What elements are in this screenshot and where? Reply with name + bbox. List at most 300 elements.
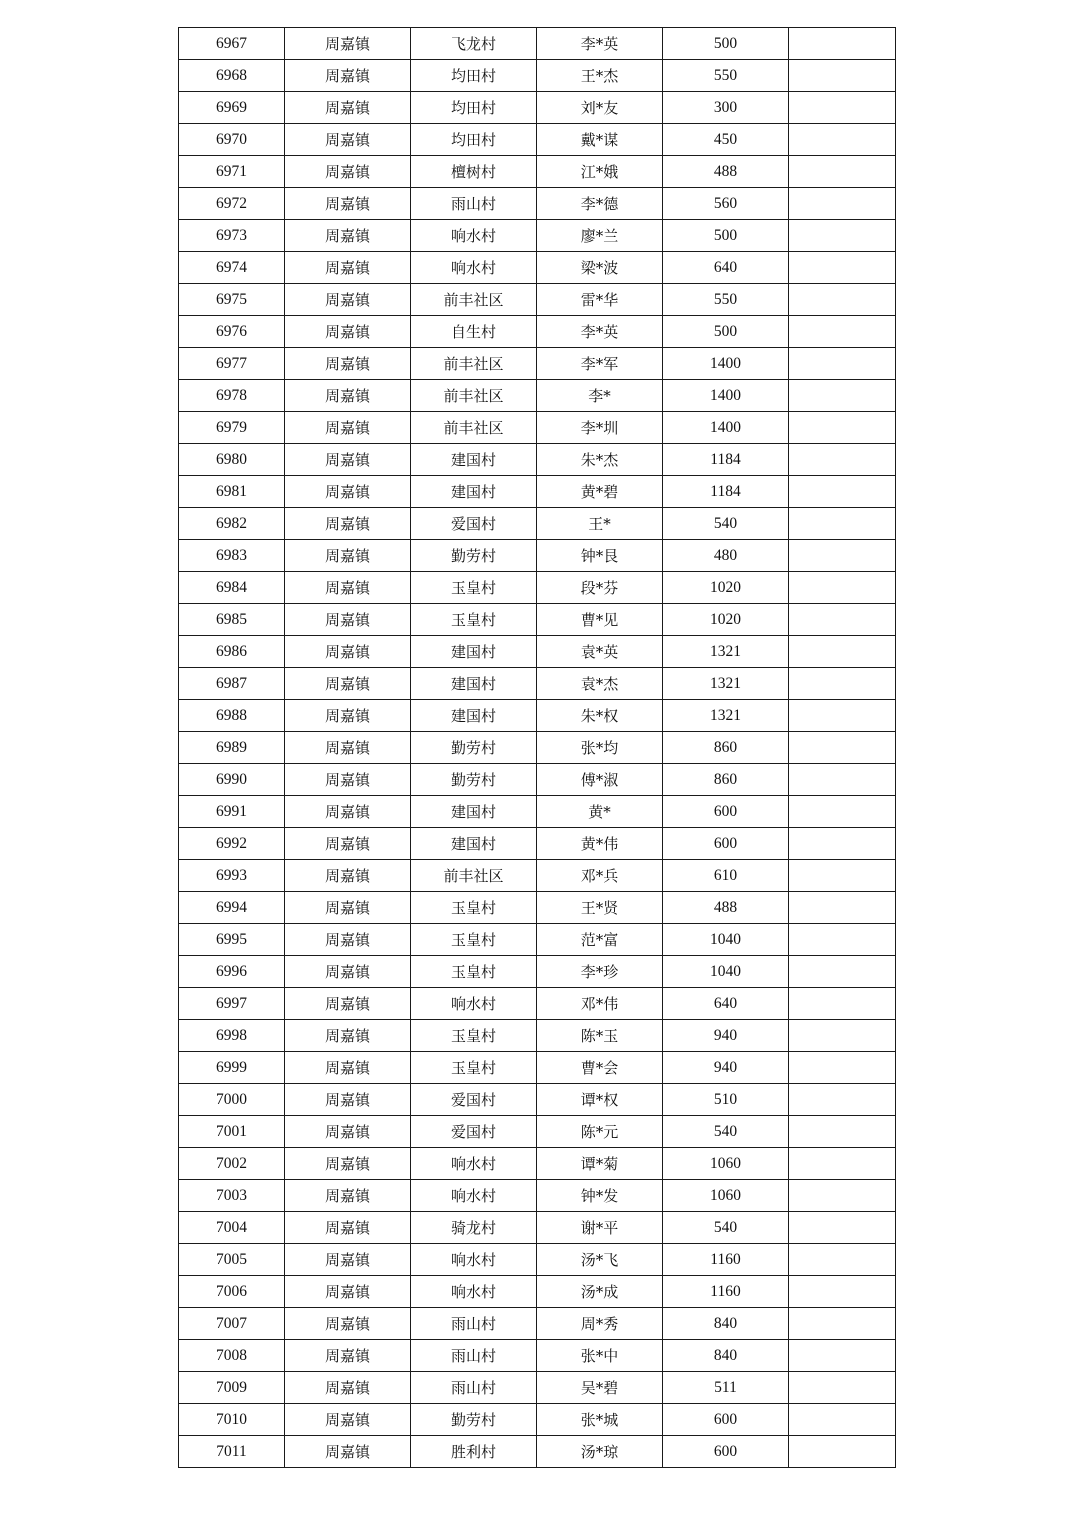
table-row (179, 1180, 896, 1212)
town-cell: 周嘉镇 (285, 508, 411, 540)
remark-cell (789, 956, 896, 988)
remark-cell (789, 1180, 896, 1212)
table-row (179, 892, 896, 924)
name-cell: 张*中 (537, 1340, 663, 1372)
name-cell: 李*英 (537, 28, 663, 60)
town-cell: 周嘉镇 (285, 1244, 411, 1276)
town-cell: 周嘉镇 (285, 28, 411, 60)
remark-cell (789, 668, 896, 700)
table-row (179, 956, 896, 988)
serial-number-cell: 6996 (179, 956, 285, 988)
remark-cell (789, 156, 896, 188)
village-cell: 前丰社区 (411, 412, 537, 444)
village-cell: 爱国村 (411, 508, 537, 540)
village-cell: 前丰社区 (411, 380, 537, 412)
name-cell: 戴*谋 (537, 124, 663, 156)
name-cell: 汤*成 (537, 1276, 663, 1308)
table-row (179, 924, 896, 956)
serial-number-cell: 7011 (179, 1436, 285, 1468)
table-row (179, 732, 896, 764)
remark-cell (789, 284, 896, 316)
amount-cell: 488 (663, 892, 789, 924)
serial-number-cell: 6987 (179, 668, 285, 700)
village-cell: 建国村 (411, 636, 537, 668)
amount-cell: 860 (663, 764, 789, 796)
serial-number-cell: 6977 (179, 348, 285, 380)
amount-cell: 1184 (663, 476, 789, 508)
town-cell: 周嘉镇 (285, 412, 411, 444)
amount-cell: 940 (663, 1020, 789, 1052)
town-cell: 周嘉镇 (285, 444, 411, 476)
town-cell: 周嘉镇 (285, 252, 411, 284)
remark-cell (789, 380, 896, 412)
serial-number-cell: 6974 (179, 252, 285, 284)
table-row (179, 348, 896, 380)
name-cell: 陈*玉 (537, 1020, 663, 1052)
village-cell: 建国村 (411, 796, 537, 828)
serial-number-cell: 6992 (179, 828, 285, 860)
name-cell: 袁*杰 (537, 668, 663, 700)
town-cell: 周嘉镇 (285, 1084, 411, 1116)
data-table (178, 27, 896, 1468)
remark-cell (789, 540, 896, 572)
serial-number-cell: 6975 (179, 284, 285, 316)
remark-cell (789, 60, 896, 92)
remark-cell (789, 476, 896, 508)
amount-cell: 500 (663, 316, 789, 348)
village-cell: 勤劳村 (411, 732, 537, 764)
amount-cell: 560 (663, 188, 789, 220)
name-cell: 李*珍 (537, 956, 663, 988)
village-cell: 雨山村 (411, 1308, 537, 1340)
town-cell: 周嘉镇 (285, 604, 411, 636)
serial-number-cell: 6998 (179, 1020, 285, 1052)
remark-cell (789, 1244, 896, 1276)
amount-cell: 1321 (663, 636, 789, 668)
name-cell: 李* (537, 380, 663, 412)
table-row (179, 380, 896, 412)
table-row (179, 1308, 896, 1340)
table-row (179, 284, 896, 316)
town-cell: 周嘉镇 (285, 348, 411, 380)
serial-number-cell: 6972 (179, 188, 285, 220)
table-row (179, 252, 896, 284)
serial-number-cell: 7009 (179, 1372, 285, 1404)
name-cell: 王*贤 (537, 892, 663, 924)
serial-number-cell: 6985 (179, 604, 285, 636)
village-cell: 雨山村 (411, 188, 537, 220)
name-cell: 黄* (537, 796, 663, 828)
name-cell: 谭*权 (537, 1084, 663, 1116)
amount-cell: 450 (663, 124, 789, 156)
town-cell: 周嘉镇 (285, 1148, 411, 1180)
remark-cell (789, 1276, 896, 1308)
serial-number-cell: 6968 (179, 60, 285, 92)
table-row (179, 1372, 896, 1404)
village-cell: 玉皇村 (411, 1020, 537, 1052)
town-cell: 周嘉镇 (285, 124, 411, 156)
town-cell: 周嘉镇 (285, 1180, 411, 1212)
table-row (179, 28, 896, 60)
table-row (179, 668, 896, 700)
name-cell: 朱*杰 (537, 444, 663, 476)
remark-cell (789, 1148, 896, 1180)
town-cell: 周嘉镇 (285, 1020, 411, 1052)
town-cell: 周嘉镇 (285, 636, 411, 668)
village-cell: 响水村 (411, 1180, 537, 1212)
table-row (179, 540, 896, 572)
serial-number-cell: 7005 (179, 1244, 285, 1276)
amount-cell: 640 (663, 988, 789, 1020)
table-row (179, 1340, 896, 1372)
village-cell: 响水村 (411, 1244, 537, 1276)
serial-number-cell: 7006 (179, 1276, 285, 1308)
serial-number-cell: 7010 (179, 1404, 285, 1436)
town-cell: 周嘉镇 (285, 668, 411, 700)
serial-number-cell: 6994 (179, 892, 285, 924)
village-cell: 骑龙村 (411, 1212, 537, 1244)
name-cell: 王*杰 (537, 60, 663, 92)
table-row (179, 796, 896, 828)
name-cell: 周*秀 (537, 1308, 663, 1340)
name-cell: 傅*淑 (537, 764, 663, 796)
remark-cell (789, 860, 896, 892)
name-cell: 李*军 (537, 348, 663, 380)
amount-cell: 940 (663, 1052, 789, 1084)
name-cell: 汤*琼 (537, 1436, 663, 1468)
serial-number-cell: 6999 (179, 1052, 285, 1084)
serial-number-cell: 6967 (179, 28, 285, 60)
remark-cell (789, 604, 896, 636)
name-cell: 李*圳 (537, 412, 663, 444)
village-cell: 均田村 (411, 92, 537, 124)
town-cell: 周嘉镇 (285, 732, 411, 764)
amount-cell: 488 (663, 156, 789, 188)
town-cell: 周嘉镇 (285, 92, 411, 124)
name-cell: 李*英 (537, 316, 663, 348)
amount-cell: 1400 (663, 380, 789, 412)
name-cell: 梁*波 (537, 252, 663, 284)
town-cell: 周嘉镇 (285, 60, 411, 92)
town-cell: 周嘉镇 (285, 1308, 411, 1340)
village-cell: 建国村 (411, 476, 537, 508)
name-cell: 朱*权 (537, 700, 663, 732)
remark-cell (789, 764, 896, 796)
remark-cell (789, 732, 896, 764)
town-cell: 周嘉镇 (285, 156, 411, 188)
village-cell: 建国村 (411, 668, 537, 700)
amount-cell: 1321 (663, 668, 789, 700)
village-cell: 响水村 (411, 988, 537, 1020)
serial-number-cell: 6988 (179, 700, 285, 732)
name-cell: 江*娥 (537, 156, 663, 188)
town-cell: 周嘉镇 (285, 316, 411, 348)
amount-cell: 510 (663, 1084, 789, 1116)
village-cell: 爱国村 (411, 1116, 537, 1148)
name-cell: 雷*华 (537, 284, 663, 316)
town-cell: 周嘉镇 (285, 540, 411, 572)
table-row (179, 1020, 896, 1052)
village-cell: 玉皇村 (411, 604, 537, 636)
town-cell: 周嘉镇 (285, 1340, 411, 1372)
remark-cell (789, 348, 896, 380)
village-cell: 前丰社区 (411, 284, 537, 316)
village-cell: 雨山村 (411, 1372, 537, 1404)
amount-cell: 1060 (663, 1148, 789, 1180)
name-cell: 曹*见 (537, 604, 663, 636)
remark-cell (789, 316, 896, 348)
serial-number-cell: 6995 (179, 924, 285, 956)
table-row (179, 572, 896, 604)
village-cell: 均田村 (411, 124, 537, 156)
remark-cell (789, 572, 896, 604)
town-cell: 周嘉镇 (285, 1212, 411, 1244)
village-cell: 玉皇村 (411, 956, 537, 988)
serial-number-cell: 6993 (179, 860, 285, 892)
table-row (179, 604, 896, 636)
table-row (179, 444, 896, 476)
table-row (179, 188, 896, 220)
remark-cell (789, 924, 896, 956)
amount-cell: 480 (663, 540, 789, 572)
name-cell: 陈*元 (537, 1116, 663, 1148)
amount-cell: 1321 (663, 700, 789, 732)
town-cell: 周嘉镇 (285, 1404, 411, 1436)
amount-cell: 1400 (663, 412, 789, 444)
name-cell: 邓*伟 (537, 988, 663, 1020)
town-cell: 周嘉镇 (285, 828, 411, 860)
name-cell: 邓*兵 (537, 860, 663, 892)
amount-cell: 1160 (663, 1244, 789, 1276)
table-row (179, 636, 896, 668)
village-cell: 响水村 (411, 1276, 537, 1308)
amount-cell: 1160 (663, 1276, 789, 1308)
village-cell: 响水村 (411, 1148, 537, 1180)
table-row (179, 508, 896, 540)
serial-number-cell: 7002 (179, 1148, 285, 1180)
village-cell: 建国村 (411, 700, 537, 732)
village-cell: 前丰社区 (411, 348, 537, 380)
serial-number-cell: 7000 (179, 1084, 285, 1116)
remark-cell (789, 1340, 896, 1372)
remark-cell (789, 1084, 896, 1116)
town-cell: 周嘉镇 (285, 1372, 411, 1404)
amount-cell: 610 (663, 860, 789, 892)
remark-cell (789, 1052, 896, 1084)
remark-cell (789, 636, 896, 668)
amount-cell: 500 (663, 28, 789, 60)
table-row (179, 124, 896, 156)
serial-number-cell: 6971 (179, 156, 285, 188)
village-cell: 飞龙村 (411, 28, 537, 60)
village-cell: 均田村 (411, 60, 537, 92)
table-row (179, 92, 896, 124)
table-row (179, 700, 896, 732)
name-cell: 谢*平 (537, 1212, 663, 1244)
town-cell: 周嘉镇 (285, 1276, 411, 1308)
remark-cell (789, 252, 896, 284)
amount-cell: 511 (663, 1372, 789, 1404)
village-cell: 玉皇村 (411, 1052, 537, 1084)
remark-cell (789, 1212, 896, 1244)
amount-cell: 1184 (663, 444, 789, 476)
village-cell: 勤劳村 (411, 1404, 537, 1436)
amount-cell: 860 (663, 732, 789, 764)
serial-number-cell: 6986 (179, 636, 285, 668)
table-row (179, 412, 896, 444)
table-row (179, 1436, 896, 1468)
table-row (179, 1404, 896, 1436)
name-cell: 李*德 (537, 188, 663, 220)
name-cell: 王* (537, 508, 663, 540)
remark-cell (789, 892, 896, 924)
serial-number-cell: 6981 (179, 476, 285, 508)
table-row (179, 1148, 896, 1180)
amount-cell: 840 (663, 1340, 789, 1372)
town-cell: 周嘉镇 (285, 188, 411, 220)
serial-number-cell: 6978 (179, 380, 285, 412)
serial-number-cell: 6980 (179, 444, 285, 476)
remark-cell (789, 828, 896, 860)
town-cell: 周嘉镇 (285, 380, 411, 412)
remark-cell (789, 988, 896, 1020)
amount-cell: 500 (663, 220, 789, 252)
remark-cell (789, 508, 896, 540)
amount-cell: 1400 (663, 348, 789, 380)
table-row (179, 60, 896, 92)
table-row (179, 1116, 896, 1148)
name-cell: 谭*菊 (537, 1148, 663, 1180)
town-cell: 周嘉镇 (285, 1116, 411, 1148)
amount-cell: 1020 (663, 604, 789, 636)
village-cell: 建国村 (411, 828, 537, 860)
village-cell: 响水村 (411, 252, 537, 284)
remark-cell (789, 188, 896, 220)
remark-cell (789, 1404, 896, 1436)
table-row (179, 1244, 896, 1276)
town-cell: 周嘉镇 (285, 956, 411, 988)
town-cell: 周嘉镇 (285, 988, 411, 1020)
serial-number-cell: 7008 (179, 1340, 285, 1372)
serial-number-cell: 7007 (179, 1308, 285, 1340)
name-cell: 黄*伟 (537, 828, 663, 860)
town-cell: 周嘉镇 (285, 1052, 411, 1084)
remark-cell (789, 1436, 896, 1468)
remark-cell (789, 1020, 896, 1052)
table-row (179, 860, 896, 892)
amount-cell: 640 (663, 252, 789, 284)
name-cell: 汤*飞 (537, 1244, 663, 1276)
amount-cell: 540 (663, 1116, 789, 1148)
name-cell: 钟*艮 (537, 540, 663, 572)
name-cell: 张*均 (537, 732, 663, 764)
name-cell: 刘*友 (537, 92, 663, 124)
table-row (179, 988, 896, 1020)
village-cell: 建国村 (411, 444, 537, 476)
serial-number-cell: 6997 (179, 988, 285, 1020)
village-cell: 雨山村 (411, 1340, 537, 1372)
amount-cell: 550 (663, 284, 789, 316)
remark-cell (789, 444, 896, 476)
remark-cell (789, 1116, 896, 1148)
serial-number-cell: 7004 (179, 1212, 285, 1244)
amount-cell: 600 (663, 1404, 789, 1436)
name-cell: 曹*会 (537, 1052, 663, 1084)
serial-number-cell: 6969 (179, 92, 285, 124)
amount-cell: 1020 (663, 572, 789, 604)
amount-cell: 840 (663, 1308, 789, 1340)
remark-cell (789, 796, 896, 828)
table-row (179, 316, 896, 348)
remark-cell (789, 1308, 896, 1340)
village-cell: 响水村 (411, 220, 537, 252)
remark-cell (789, 412, 896, 444)
name-cell: 吴*碧 (537, 1372, 663, 1404)
serial-number-cell: 6991 (179, 796, 285, 828)
table-row (179, 476, 896, 508)
town-cell: 周嘉镇 (285, 796, 411, 828)
town-cell: 周嘉镇 (285, 860, 411, 892)
table-row (179, 1052, 896, 1084)
village-cell: 玉皇村 (411, 572, 537, 604)
serial-number-cell: 6982 (179, 508, 285, 540)
town-cell: 周嘉镇 (285, 1436, 411, 1468)
serial-number-cell: 6983 (179, 540, 285, 572)
town-cell: 周嘉镇 (285, 892, 411, 924)
remark-cell (789, 124, 896, 156)
serial-number-cell: 6989 (179, 732, 285, 764)
amount-cell: 540 (663, 508, 789, 540)
amount-cell: 600 (663, 796, 789, 828)
name-cell: 段*芬 (537, 572, 663, 604)
village-cell: 玉皇村 (411, 924, 537, 956)
amount-cell: 300 (663, 92, 789, 124)
serial-number-cell: 7001 (179, 1116, 285, 1148)
village-cell: 檀树村 (411, 156, 537, 188)
name-cell: 廖*兰 (537, 220, 663, 252)
village-cell: 玉皇村 (411, 892, 537, 924)
village-cell: 勤劳村 (411, 540, 537, 572)
amount-cell: 540 (663, 1212, 789, 1244)
town-cell: 周嘉镇 (285, 220, 411, 252)
serial-number-cell: 6979 (179, 412, 285, 444)
table-row (179, 764, 896, 796)
town-cell: 周嘉镇 (285, 924, 411, 956)
serial-number-cell: 6976 (179, 316, 285, 348)
remark-cell (789, 700, 896, 732)
table-row (179, 1212, 896, 1244)
table-row (179, 156, 896, 188)
village-cell: 前丰社区 (411, 860, 537, 892)
town-cell: 周嘉镇 (285, 572, 411, 604)
name-cell: 范*富 (537, 924, 663, 956)
town-cell: 周嘉镇 (285, 476, 411, 508)
village-cell: 勤劳村 (411, 764, 537, 796)
table-row (179, 1084, 896, 1116)
serial-number-cell: 6973 (179, 220, 285, 252)
name-cell: 黄*碧 (537, 476, 663, 508)
amount-cell: 1040 (663, 956, 789, 988)
town-cell: 周嘉镇 (285, 764, 411, 796)
table-body (179, 28, 896, 1468)
amount-cell: 1060 (663, 1180, 789, 1212)
amount-cell: 600 (663, 828, 789, 860)
serial-number-cell: 6990 (179, 764, 285, 796)
remark-cell (789, 92, 896, 124)
amount-cell: 600 (663, 1436, 789, 1468)
village-cell: 自生村 (411, 316, 537, 348)
remark-cell (789, 1372, 896, 1404)
